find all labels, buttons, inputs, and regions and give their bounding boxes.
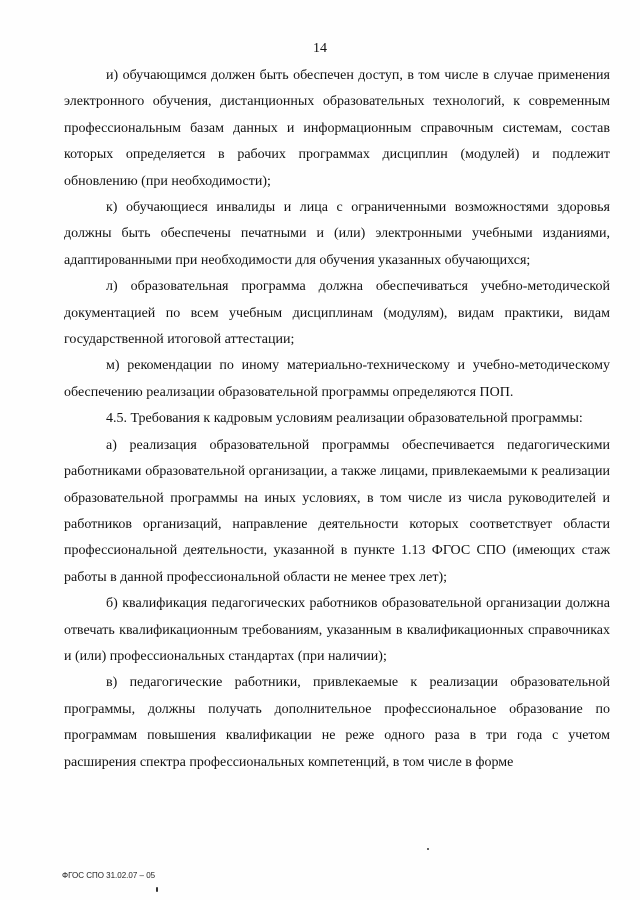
paragraph-m: м) рекомендации по иному материально-техническому и учебно-методическому обеспечению реализации образовательной программы определяются ПОП. (64, 358, 610, 400)
document-body (64, 63, 610, 776)
page-number: 14 (313, 41, 327, 56)
paragraph-l: л) образовательная программа должна обеспечиваться учебно-методической документацией по всем учебным дисциплинам (модулям), видам практики, видам государственной итоговой аттестации; (64, 279, 610, 348)
paragraph-i: и) обучающимся должен быть обеспечен доступ, в том числе в случае применения электронного обучения, дистанционных образовательных технологий, к современным профессиональным базам данных и информационным справочным системам, состав которых определяется в рабочих программах дисциплин (модулей) и подлежит обновлению (при необходимости); (64, 68, 610, 189)
scan-speck (156, 887, 158, 892)
paragraph-b: б) квалификация педагогических работников образовательной организации должна отвечать квалификационным требованиям, указанным в квалификационных справочниках и (или) профессиональных стандартах (при наличии); (64, 596, 610, 664)
paragraph-k: к) обучающиеся инвалиды и лица с ограниченными возможностями здоровья должны быть обеспечены печатными и (или) электронными учебными изданиями, адаптированными при необходимости для обучения указанных обучающихся; (64, 200, 610, 268)
footer-document-code: ФГОС СПО 31.02.07 – 05 (62, 871, 156, 880)
paragraph-v: в) педагогические работники, привлекаемые к реализации образовательной программы, должны получать дополнительное профессиональное образование по программам повышения квалификации не реже одного раза в три года с учетом расширения спектра профессиональных компетенций, в том числе в форме (64, 675, 610, 770)
paragraph-a: а) реализация образовательной программы обеспечивается педагогическими работниками образовательной организации, а также лицами, привлекаемыми к реализации образовательной программы на иных условиях, в том числе из числа руководителей и работников организаций, направление деятельности которых соответствует области профессиональной деятельности, указанной в пункте 1.13 ФГОС СПО (имеющих стаж работы в данной профессиональной области не менее трех лет); (64, 437, 610, 585)
scan-speck (427, 848, 429, 850)
section-heading-4-5: 4.5. Требования к кадровым условиям реализации образовательной программы: (106, 411, 583, 427)
